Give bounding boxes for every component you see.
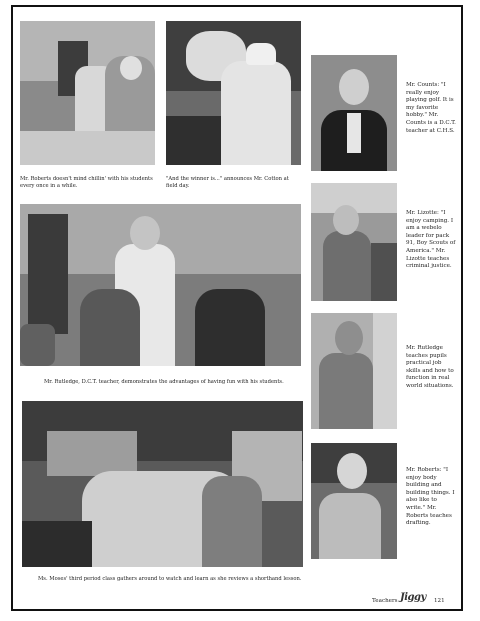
photo-rutledge-with-students: [20, 204, 301, 366]
photo-roberts-with-student: [20, 21, 155, 165]
side-caption-roberts: Mr. Roberts: "I enjoy body building and building things. I also like to write." Mr. Roberts teaches drafting.: [406, 467, 455, 527]
page-number: 121: [434, 598, 445, 604]
footer-section-label: Teachers: [372, 598, 398, 604]
caption-moses-shorthand: Ms. Moses' third period class gathers around to watch and learn as she reviews a shorthand lesson.: [38, 576, 302, 582]
photo-moses-class: [22, 401, 303, 567]
caption-cotton-field-day: "And the winner is..." announces Mr. Cotton at field day.: [166, 176, 289, 190]
caption-rutledge-fun: Mr. Rutledge, D.C.T. teacher, demonstrates the advantages of having fun with his students.: [44, 379, 284, 385]
side-caption-rutledge: Mr. Rutledge teaches pupils practical job skills and how to function in real world situations.: [406, 345, 454, 389]
photo-lizotte-portrait: [311, 183, 397, 301]
photo-counts-portrait: [311, 55, 397, 171]
side-caption-counts: Mr. Counts: "I really enjoy playing golf. It is my favorite hobby." Mr. Counts is a D.C.T. teacher at C.H.S.: [406, 82, 456, 134]
photo-roberts-portrait: [311, 443, 397, 559]
photo-rutledge-portrait: [311, 313, 397, 429]
caption-roberts-chillin: Mr. Roberts doesn't mind chillin' with his students every once in a while.: [20, 176, 153, 190]
yearbook-logo: Jiggy: [400, 592, 426, 603]
photo-cotton-field-day: [166, 21, 301, 165]
side-caption-lizotte: Mr. Lizotte: "I enjoy camping. I am a webelo leader for pack 91, Boy Scouts of America." Mr. Lizotte teaches criminal justice.: [406, 210, 456, 270]
